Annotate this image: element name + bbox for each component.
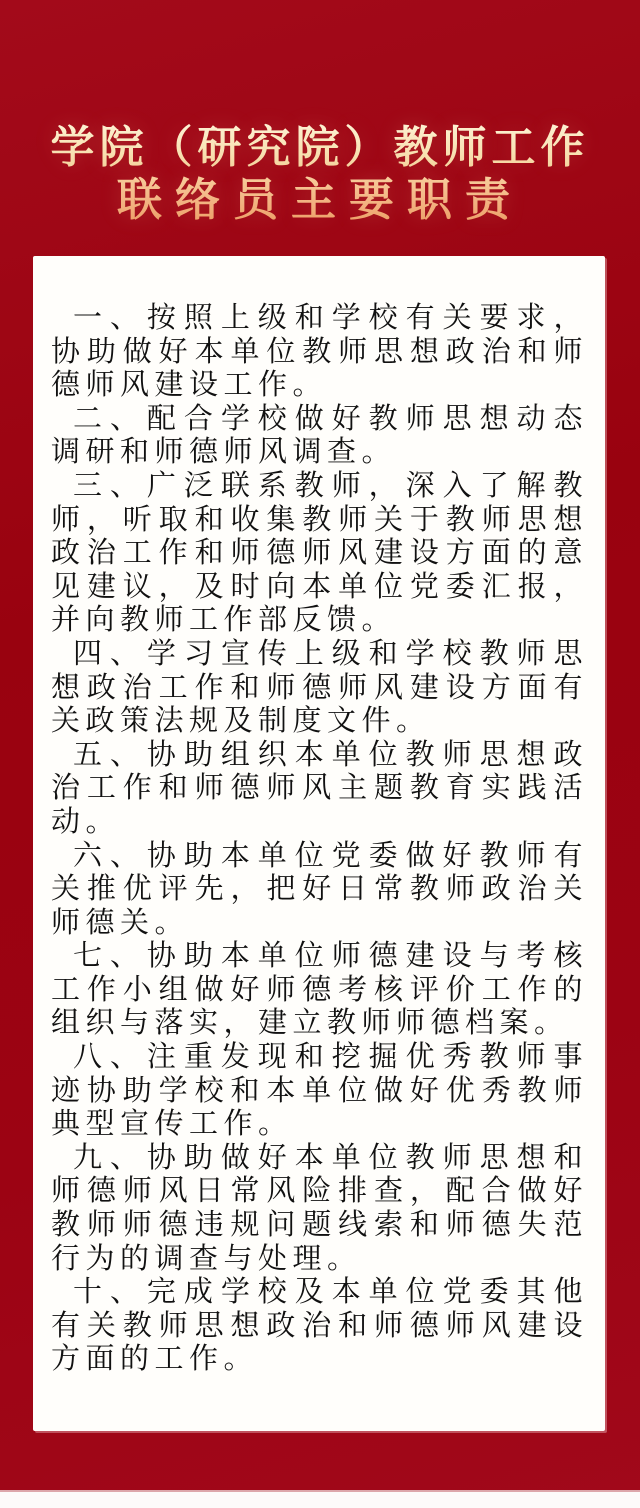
title-line-1: 学院（研究院）教师工作 [0, 122, 640, 174]
duty-item-1: 一、按照上级和学校有关要求，协助做好本单位教师思想政治和师德师风建设工作。 [51, 302, 588, 402]
duty-item-3: 三、广泛联系教师，深入了解教师，听取和收集教师关于教师思想政治工作和师德师风建设方面的意见建议，及时向本单位党委汇报，并向教师工作部反馈。 [51, 469, 588, 637]
content-card [33, 256, 605, 1431]
duty-item-6: 六、协助本单位党委做好教师有关推优评先，把好日常教师政治关师德关。 [51, 839, 588, 939]
duty-item-10: 十、完成学校及本单位党委其他有关教师思想政治和师德师风建设方面的工作。 [51, 1276, 588, 1376]
poster-title [0, 122, 640, 226]
duty-item-5: 五、协助组织本单位教师思想政治工作和师德师风主题教育实践活动。 [51, 738, 588, 838]
duty-item-9: 九、协助做好本单位教师思想和师德师风日常风险排查，配合做好教师师德违规问题线索和师德失范行为的调查与处理。 [51, 1141, 588, 1275]
duty-item-2: 二、配合学校做好教师思想动态调研和师德师风调查。 [51, 402, 588, 469]
title-line-2: 联络员主要职责 [0, 174, 640, 226]
duty-item-7: 七、协助本单位师德建设与考核工作小组做好师德考核评价工作的组织与落实，建立教师师德档案。 [51, 940, 588, 1040]
duty-item-4: 四、学习宣传上级和学校教师思想政治工作和师德师风建设方面有关政策法规及制度文件。 [51, 637, 588, 738]
duty-item-8: 八、注重发现和挖掘优秀教师事迹协助学校和本单位做好优秀教师典型宣传工作。 [51, 1041, 588, 1141]
bottom-strip [0, 1490, 640, 1508]
